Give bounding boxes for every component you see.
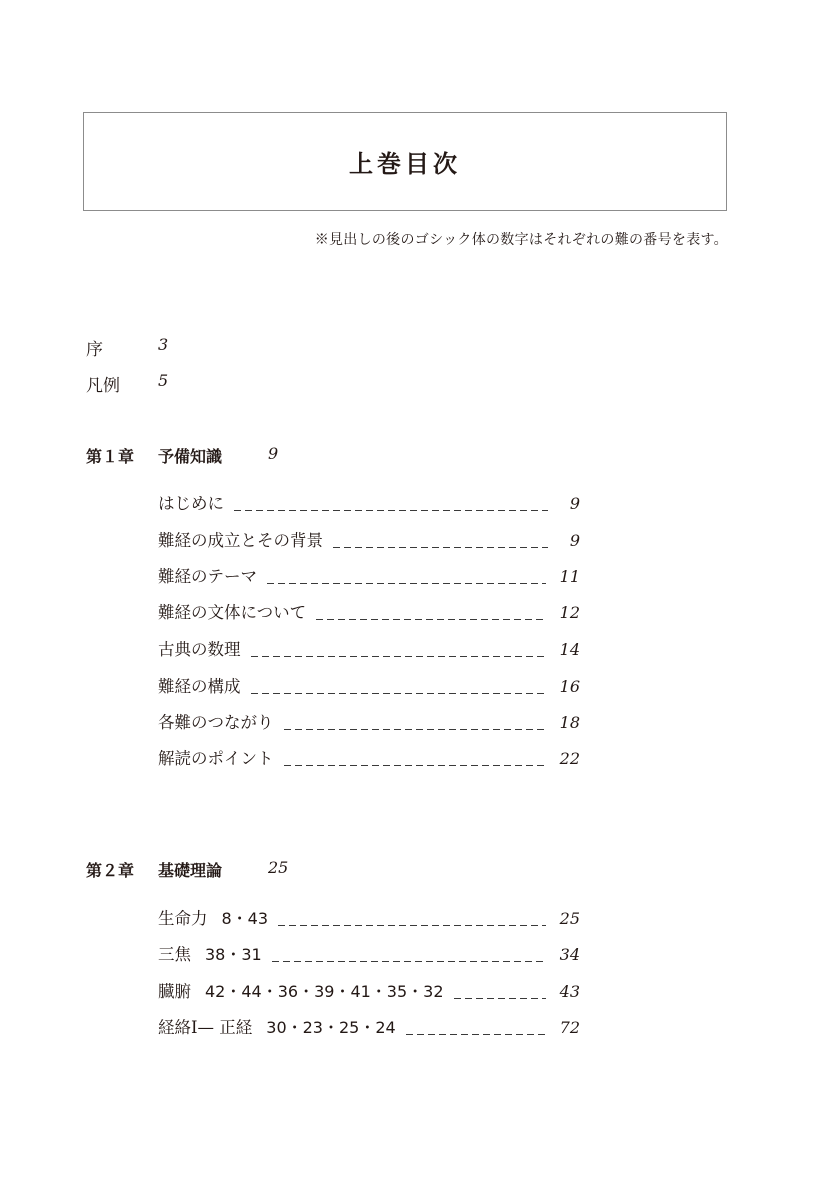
chapter-title: 基礎理論 — [158, 861, 223, 880]
entry-page: 18 — [559, 713, 580, 732]
toc-front-item[interactable] — [86, 335, 169, 360]
chapter-heading[interactable] — [86, 858, 289, 881]
dot-leader — [406, 1023, 546, 1035]
entry-label: 生命力 — [158, 909, 208, 928]
front-label: 序 — [86, 340, 103, 360]
front-page: 5 — [158, 371, 169, 390]
dot-leader — [272, 950, 546, 962]
entry-page: 9 — [569, 494, 580, 513]
entry-label: 難経の文体について — [158, 603, 307, 622]
entry-page: 25 — [559, 909, 580, 928]
dot-leader — [251, 682, 546, 694]
front-page: 3 — [158, 335, 169, 354]
chapter-title: 予備知識 — [158, 447, 223, 466]
toc-entry[interactable] — [158, 527, 580, 551]
dot-leader — [251, 645, 546, 657]
entry-label: 臓腑 — [158, 982, 191, 1001]
toc-front-item[interactable] — [86, 371, 169, 396]
entry-page: 9 — [569, 531, 580, 550]
dot-leader — [267, 572, 546, 584]
toc-entry[interactable] — [158, 978, 580, 1002]
entry-label: 難経の構成 — [158, 677, 241, 696]
entry-label: 経絡Ⅰ— 正経 — [158, 1018, 253, 1037]
toc-entry[interactable] — [158, 490, 580, 514]
toc-entry[interactable] — [158, 1014, 580, 1038]
dot-leader — [333, 536, 548, 548]
toc-entry[interactable] — [158, 709, 580, 733]
nan-numbers: 38・31 — [205, 945, 262, 964]
toc-entry[interactable] — [158, 563, 580, 587]
entry-label: 三焦 — [158, 945, 191, 964]
entry-page: 34 — [559, 945, 580, 964]
entry-page: 14 — [559, 640, 580, 659]
nan-numbers: 30・23・25・24 — [266, 1018, 396, 1037]
chapter-heading[interactable] — [86, 444, 279, 467]
nan-numbers: 8・43 — [221, 909, 269, 928]
entry-page: 43 — [559, 982, 580, 1001]
page-title: 上巻目次 — [349, 149, 461, 178]
entry-label: はじめに — [158, 494, 224, 513]
chapter-number: 第１章 — [86, 447, 135, 466]
toc-entry[interactable] — [158, 636, 580, 660]
toc-entry[interactable] — [158, 599, 580, 623]
toc-entry[interactable] — [158, 905, 580, 929]
chapter-number: 第２章 — [86, 861, 135, 880]
entry-page: 11 — [559, 567, 580, 586]
dot-leader — [278, 914, 546, 926]
entry-label: 解読のポイント — [158, 749, 274, 768]
entry-label: 古典の数理 — [158, 640, 241, 659]
chapter-page: 25 — [268, 858, 289, 877]
entry-label: 各難のつながり — [158, 713, 274, 732]
title-box — [83, 112, 727, 211]
dot-leader — [284, 754, 546, 766]
nan-numbers: 42・44・36・39・41・35・32 — [205, 982, 444, 1001]
toc-entry[interactable] — [158, 941, 580, 965]
dot-leader — [284, 718, 546, 730]
entry-label: 難経のテーマ — [158, 567, 257, 586]
entry-page: 16 — [559, 677, 580, 696]
dot-leader — [454, 987, 546, 999]
entry-label: 難経の成立とその背景 — [158, 531, 323, 550]
dot-leader — [234, 499, 548, 511]
header-note: ※見出しの後のゴシック体の数字はそれぞれの難の番号を表す。 — [314, 232, 728, 248]
entry-page: 12 — [559, 603, 580, 622]
chapter-page: 9 — [268, 444, 279, 463]
dot-leader — [316, 608, 545, 620]
toc-entry[interactable] — [158, 673, 580, 697]
front-label: 凡例 — [86, 376, 120, 396]
entry-page: 72 — [559, 1018, 580, 1037]
entry-page: 22 — [559, 749, 580, 768]
toc-entry[interactable] — [158, 745, 580, 769]
